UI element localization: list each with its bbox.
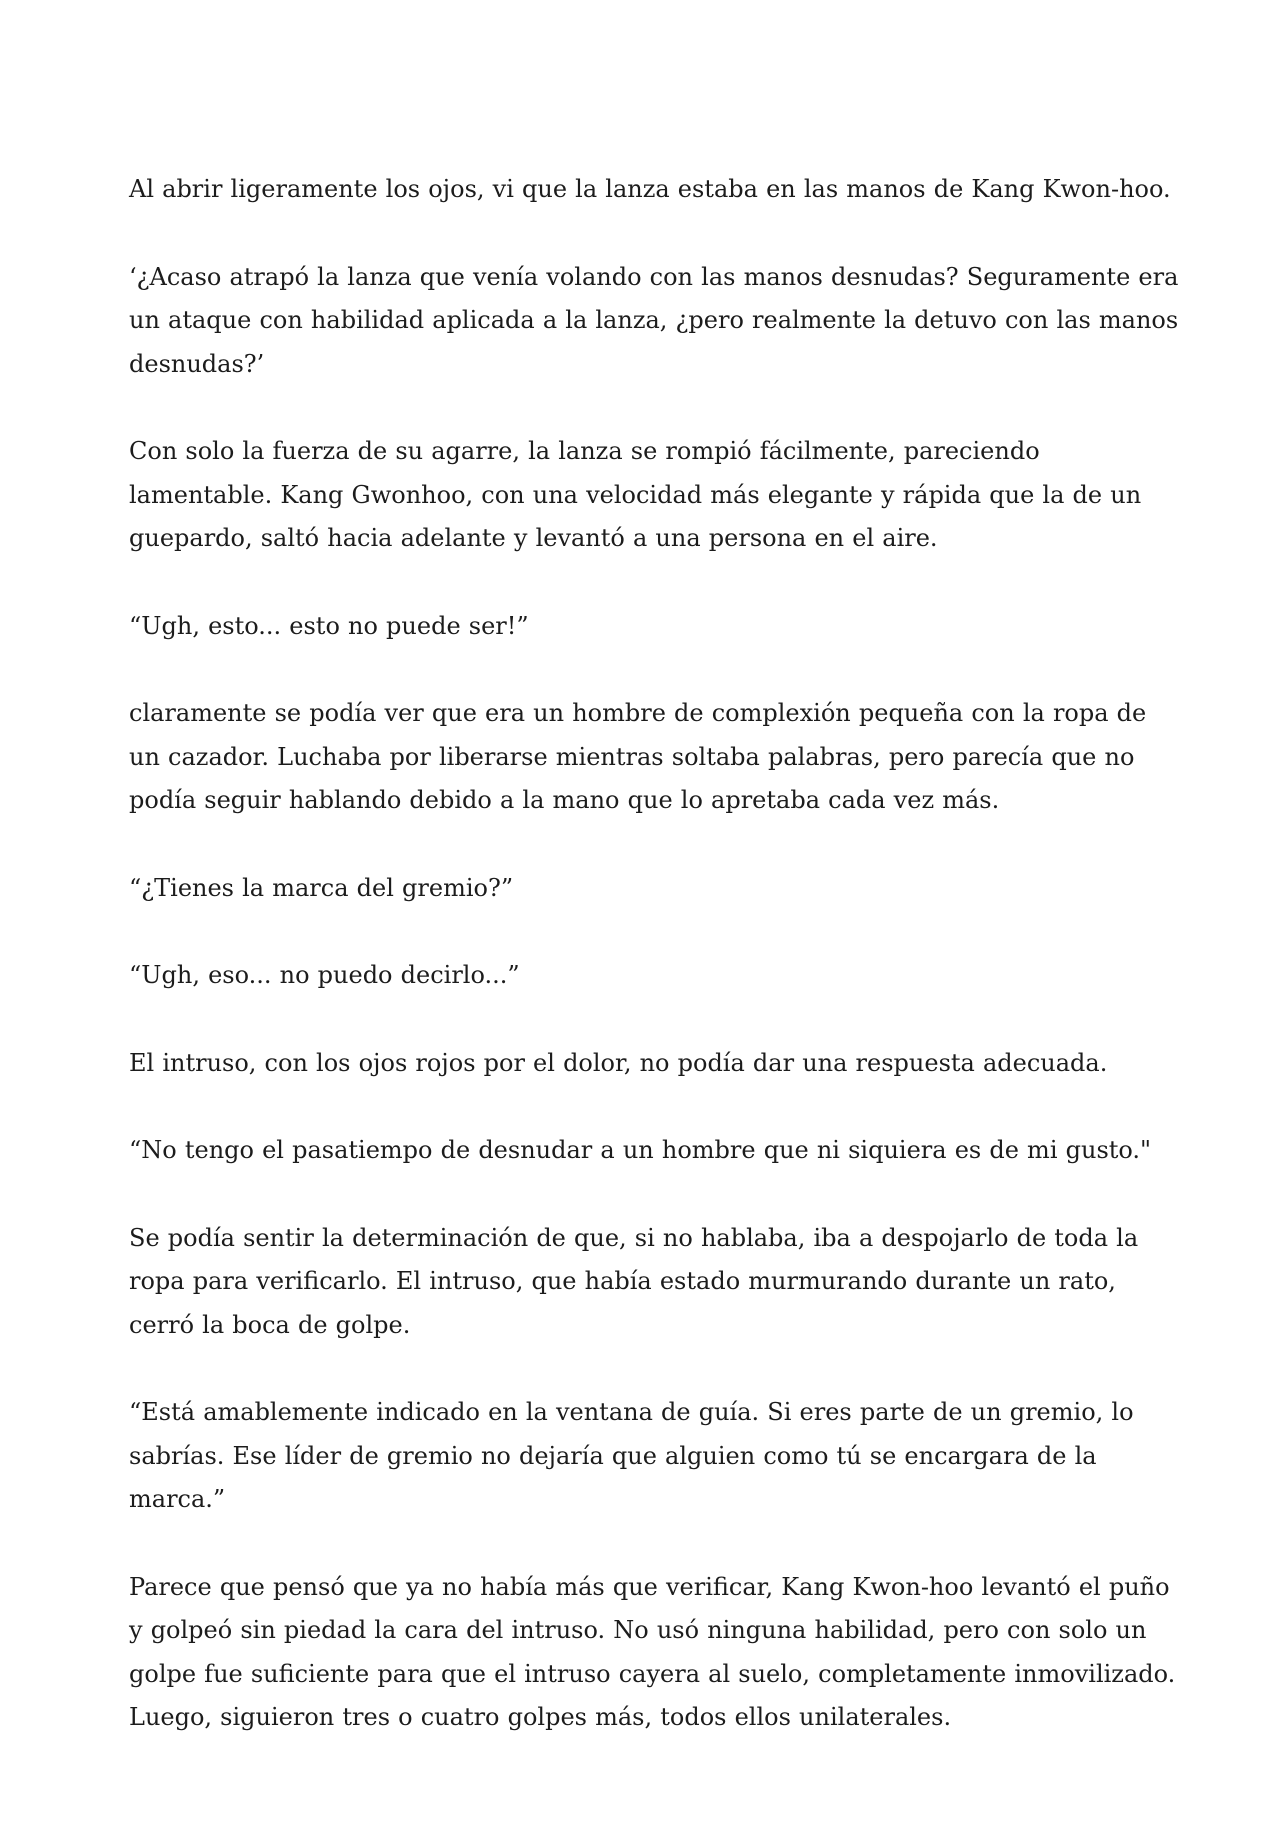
paragraph-4: “Ugh, esto... esto no puede ser!” <box>129 611 529 640</box>
paragraph-5: claramente se podía ver que era un hombre de complexión pequeña con la ropa de un cazador. Luchaba por liberarse mientras soltaba palabras, pero parecía que no podía seguir hablando debido a la mano que lo apretaba cada vez más. <box>129 699 1147 814</box>
paragraph-1: Al abrir ligeramente los ojos, vi que la lanza estaba en las manos de Kang Kwon-hoo. <box>129 175 1171 203</box>
paragraph-7: “Ugh, eso... no puedo decirlo...” <box>129 961 520 989</box>
paragraph-2: ‘¿Acaso atrapó la lanza que venía volando con las manos desnudas? Seguramente era un ataque con habilidad aplicada a la lanza, ¿pero realmente la detuvo con las manos desnudas?’ <box>129 262 1179 378</box>
paragraph-3: Con solo la fuerza de su agarre, la lanza se rompió fácilmente, pareciendo lamentable. Kang Gwonhoo, con una velocidad más elegante y rápida que la de un guepardo, saltó hacia adelante y levantó a una persona en el aire. <box>129 437 1142 552</box>
paragraph-8: El intruso, con los ojos rojos por el dolor, no podía dar una respuesta adecuada. <box>129 1048 1108 1077</box>
paragraph-9: “No tengo el pasatiempo de desnudar a un hombre que ni siquiera es de mi gusto." <box>129 1136 1152 1164</box>
paragraph-6: “¿Tienes la marca del gremio?” <box>129 873 514 902</box>
paragraph-12: Parece que pensó que ya no había más que verificar, Kang Kwon-hoo levantó el puño y golpeó sin piedad la cara del intruso. No usó ninguna habilidad, pero con solo un golpe fue suficiente para que el intruso cayera al suelo, completamente inmovilizado. Luego, siguieron tres o cuatro golpes más, todos ellos unilaterales. <box>129 1572 1176 1731</box>
paragraph-10: Se podía sentir la determinación de que, si no hablaba, iba a despojarlo de toda la ropa para verificarlo. El intruso, que había estado murmurando durante un rato, cerró la boca de golpe. <box>129 1223 1139 1339</box>
paragraph-11: “Está amablemente indicado en la ventana de guía. Si eres parte de un gremio, lo sabrías. Ese líder de gremio no dejaría que alguien como tú se encargara de la marca.” <box>129 1398 1134 1513</box>
